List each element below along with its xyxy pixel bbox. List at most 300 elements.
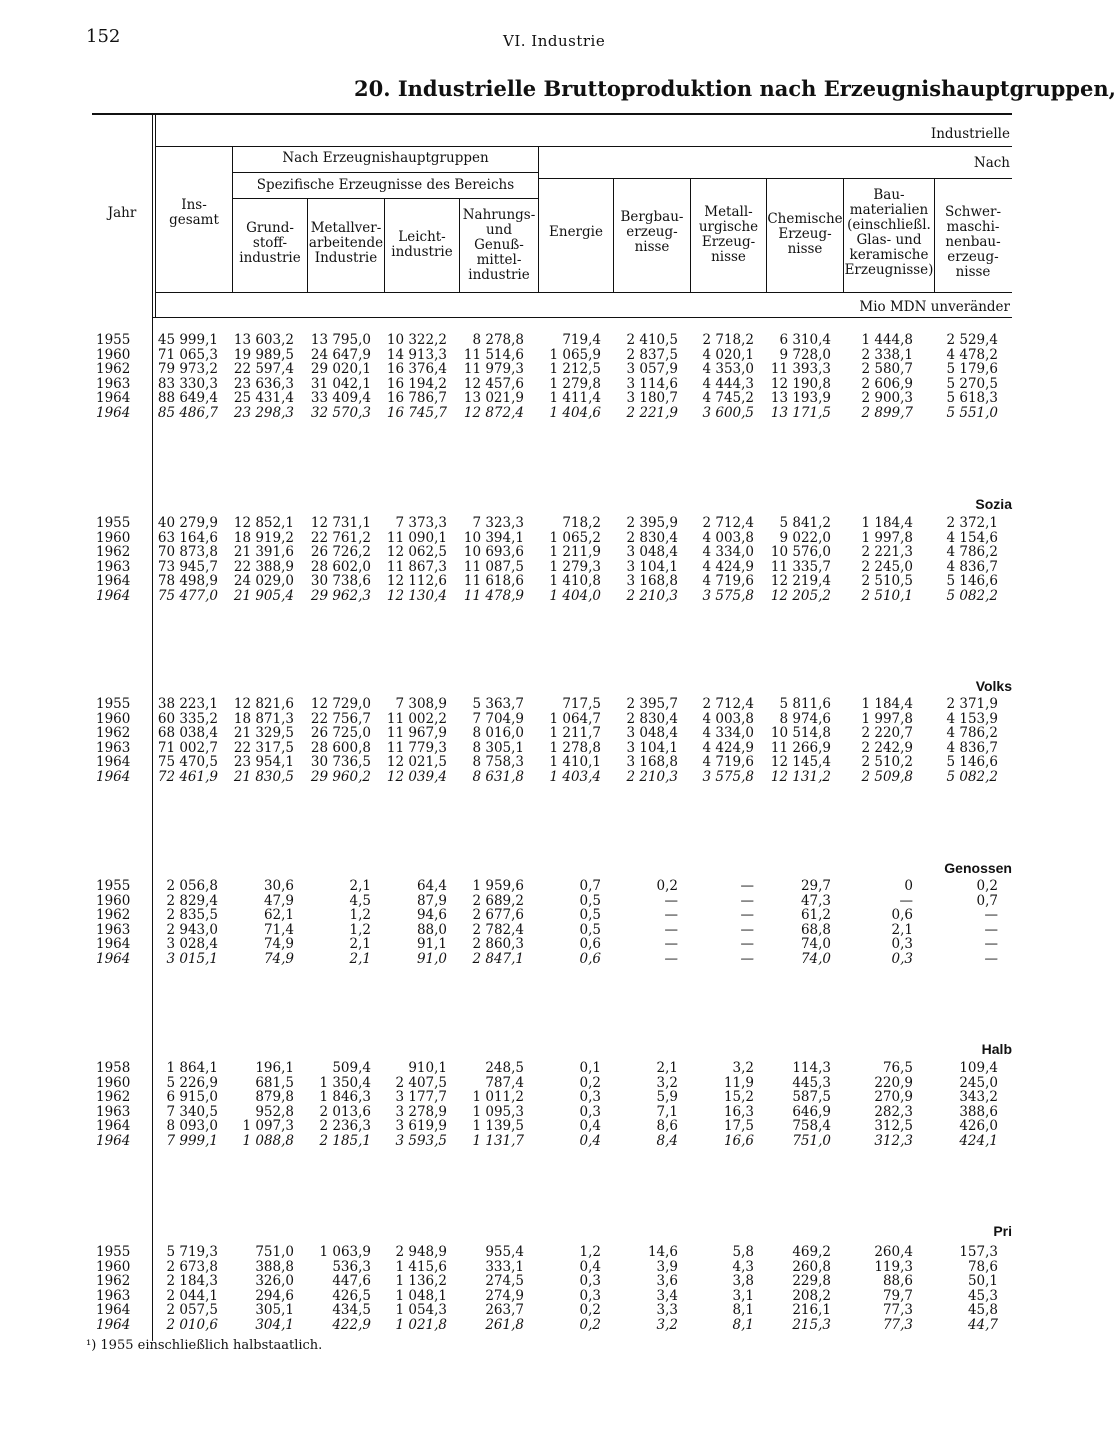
value-column: [922, 516, 998, 603]
value-cell: 4 836,7: [946, 739, 998, 756]
value-cell: 23 298,3: [233, 404, 294, 421]
value-cell: 4 353,0: [702, 361, 754, 377]
value-cell: 11 867,3: [386, 558, 447, 575]
year-cell: 1964: [96, 390, 131, 406]
year-cell: 1960: [96, 529, 131, 546]
value-cell: 2,1: [891, 921, 913, 938]
section-label: Volks: [975, 678, 1012, 694]
year-cell: 1960: [96, 1074, 131, 1091]
value-cell: 11 335,7: [770, 558, 831, 575]
value-cell: 47,9: [263, 892, 294, 909]
value-cell: 3 104,1: [626, 739, 678, 756]
value-cell: 4 786,2: [946, 544, 998, 560]
value-cell: 71,4: [263, 921, 294, 938]
value-cell: 12 131,2: [770, 768, 831, 785]
value-cell: 6 310,4: [779, 332, 831, 348]
value-cell: —: [899, 892, 913, 909]
value-cell: 955,4: [485, 1244, 524, 1260]
value-cell: 1 131,7: [472, 1132, 524, 1149]
value-cell: 0,5: [579, 892, 601, 909]
value-cell: 5,9: [656, 1089, 678, 1105]
spezifische-rule: [233, 198, 538, 199]
header-col-metallurgisch: Metall- urgische Erzeug- nisse: [698, 204, 759, 265]
value-cell: 1 279,3: [549, 558, 601, 575]
value-cell: —: [664, 921, 678, 938]
value-cell: 10 514,8: [770, 725, 831, 741]
value-cell: 0,6: [579, 936, 601, 952]
value-column: [531, 697, 601, 784]
value-cell: 21 830,5: [233, 768, 294, 785]
value-cell: 60 335,2: [157, 710, 218, 727]
value-cell: 73 945,7: [157, 558, 218, 575]
value-cell: 2 580,7: [861, 361, 913, 377]
value-cell: 7 999,1: [166, 1132, 218, 1149]
value-cell: 3,8: [732, 1273, 754, 1289]
value-cell: 719,4: [562, 332, 601, 348]
value-cell: 1 404,6: [549, 404, 601, 421]
value-cell: 74,9: [263, 950, 294, 967]
header-unit: Mio MDN unveränder: [859, 299, 1010, 315]
value-cell: 2 718,2: [702, 332, 754, 348]
value-cell: 29,7: [800, 878, 831, 894]
value-cell: 260,4: [874, 1244, 913, 1260]
value-cell: 94,6: [416, 907, 447, 923]
value-cell: 3 104,1: [626, 558, 678, 575]
value-cell: 0,2: [579, 1302, 601, 1318]
value-column: [759, 1245, 831, 1332]
value-cell: 13 171,5: [770, 404, 831, 421]
value-cell: 11 002,2: [386, 710, 447, 727]
value-cell: 5 811,6: [779, 696, 831, 712]
value-column: [224, 879, 294, 966]
value-cell: 13 603,2: [233, 332, 294, 348]
value-cell: 5,8: [732, 1244, 754, 1260]
value-cell: 1 184,4: [861, 696, 913, 712]
year-cell: 1963: [96, 921, 131, 938]
value-column: [684, 697, 754, 784]
value-cell: 0,3: [891, 950, 913, 967]
value-cell: 1 444,8: [861, 332, 913, 348]
value-column: [450, 697, 524, 784]
value-cell: 88 649,4: [157, 390, 218, 406]
value-cell: 77,3: [882, 1316, 913, 1333]
value-cell: 2 606,9: [861, 375, 913, 392]
value-cell: 2,1: [349, 950, 371, 967]
value-cell: 12 062,5: [386, 544, 447, 560]
value-cell: 2 510,1: [861, 587, 913, 604]
value-cell: 11 393,3: [770, 361, 831, 377]
header-col-chemisch: Chemische Erzeug- nisse: [767, 211, 843, 257]
value-cell: 16,6: [723, 1132, 754, 1149]
value-cell: 11 967,9: [386, 725, 447, 741]
value-cell: 208,2: [792, 1287, 831, 1304]
value-cell: 9 728,0: [779, 346, 831, 363]
value-cell: 31 042,1: [310, 375, 371, 392]
value-cell: 8 016,0: [472, 725, 524, 741]
value-column: [375, 1245, 447, 1332]
value-cell: 4 334,0: [702, 725, 754, 741]
value-cell: 12 205,2: [770, 587, 831, 604]
value-cell: 2 948,9: [395, 1244, 447, 1260]
value-column: [608, 697, 678, 784]
value-column: [759, 333, 831, 420]
value-cell: 8 305,1: [472, 739, 524, 756]
value-column: [684, 1061, 754, 1148]
value-cell: 952,8: [255, 1103, 294, 1120]
value-cell: 5 146,6: [946, 754, 998, 770]
value-cell: 3,1: [732, 1287, 754, 1304]
value-cell: 79 973,2: [157, 361, 218, 377]
table-title: 20. Industrielle Bruttoproduktion nach Erzeugnishauptgruppen,: [354, 76, 1116, 101]
year-cell: 1964: [96, 404, 131, 421]
value-cell: 12 457,6: [463, 375, 524, 392]
value-cell: 1 211,9: [549, 544, 601, 560]
value-cell: 9 022,0: [779, 529, 831, 546]
value-cell: 196,1: [255, 1060, 294, 1076]
value-cell: 8,1: [732, 1302, 754, 1318]
value-column: [608, 333, 678, 420]
header-col-bergbau: Bergbau- erzeug- nisse: [620, 209, 684, 255]
value-cell: 2 847,1: [472, 950, 524, 967]
value-cell: 2 371,9: [946, 696, 998, 712]
value-column: [154, 516, 218, 603]
value-cell: 2 510,2: [861, 754, 913, 770]
value-cell: 1,2: [349, 907, 371, 923]
value-cell: 447,6: [332, 1273, 371, 1289]
value-cell: 1 095,3: [472, 1103, 524, 1120]
value-cell: 216,1: [792, 1302, 831, 1318]
value-cell: 1 011,2: [472, 1089, 524, 1105]
value-cell: 1 278,8: [549, 739, 601, 756]
value-cell: 5 179,6: [946, 361, 998, 377]
value-cell: 2 943,0: [166, 921, 218, 938]
value-cell: 1 411,4: [549, 390, 601, 406]
value-cell: 2 010,6: [166, 1316, 218, 1333]
value-cell: 5 082,2: [946, 768, 998, 785]
value-cell: 2 221,3: [861, 544, 913, 560]
value-column: [375, 697, 447, 784]
value-cell: 3 028,4: [166, 936, 218, 952]
value-cell: 215,3: [792, 1316, 831, 1333]
value-cell: 0,4: [579, 1118, 601, 1134]
value-cell: 12 731,1: [310, 515, 371, 531]
value-column: [608, 1245, 678, 1332]
value-cell: 8 758,3: [472, 754, 524, 770]
value-cell: 6 915,0: [166, 1089, 218, 1105]
value-cell: 71 065,3: [157, 346, 218, 363]
value-column: [297, 879, 371, 966]
value-cell: 260,8: [792, 1258, 831, 1275]
value-cell: 4,5: [349, 892, 371, 909]
value-cell: 85 486,7: [157, 404, 218, 421]
value-cell: 10 322,2: [386, 332, 447, 348]
value-cell: 24 647,9: [310, 346, 371, 363]
value-cell: 1 415,6: [395, 1258, 447, 1275]
value-cell: 0,1: [579, 1060, 601, 1076]
value-cell: 248,5: [485, 1060, 524, 1076]
header-nach-gruppen: Nach Erzeugnishauptgruppen: [282, 150, 489, 166]
value-cell: —: [984, 936, 998, 952]
year-column: [96, 516, 146, 603]
value-cell: 7 340,5: [166, 1103, 218, 1120]
value-cell: 4 836,7: [946, 558, 998, 575]
value-column: [759, 879, 831, 966]
value-cell: 2 372,1: [946, 515, 998, 531]
value-cell: 8 974,6: [779, 710, 831, 727]
value-cell: 8,4: [656, 1132, 678, 1149]
value-cell: 304,1: [255, 1316, 294, 1333]
year-cell: 1964: [96, 1316, 131, 1333]
value-column: [833, 879, 913, 966]
value-cell: 5 363,7: [472, 696, 524, 712]
value-cell: 0,2: [656, 878, 678, 894]
value-cell: 11 266,9: [770, 739, 831, 756]
jahr-divider-2: [155, 113, 156, 318]
value-cell: 0,2: [579, 1074, 601, 1091]
value-column: [154, 333, 218, 420]
value-cell: 5 618,3: [946, 390, 998, 406]
value-cell: 910,1: [408, 1060, 447, 1076]
value-cell: 12 130,4: [386, 587, 447, 604]
value-cell: 2 830,4: [626, 710, 678, 727]
value-column: [922, 697, 998, 784]
value-cell: 16 376,4: [386, 361, 447, 377]
value-cell: 426,5: [332, 1287, 371, 1304]
value-cell: 23 636,3: [233, 375, 294, 392]
value-cell: 5 226,9: [166, 1074, 218, 1091]
value-cell: 91,1: [416, 936, 447, 952]
value-column: [154, 1245, 218, 1332]
value-cell: 7 308,9: [395, 696, 447, 712]
value-cell: 119,3: [874, 1258, 913, 1275]
value-cell: 12 039,4: [386, 768, 447, 785]
year-cell: 1960: [96, 1258, 131, 1275]
value-cell: 4,3: [732, 1258, 754, 1275]
value-cell: 1 063,9: [319, 1244, 371, 1260]
value-column: [531, 516, 601, 603]
value-cell: 0,5: [579, 907, 601, 923]
value-cell: 22 597,4: [233, 361, 294, 377]
value-cell: —: [664, 907, 678, 923]
value-cell: 74,0: [800, 936, 831, 952]
value-cell: 879,8: [255, 1089, 294, 1105]
value-cell: 261,8: [485, 1316, 524, 1333]
value-cell: 13 021,9: [463, 390, 524, 406]
value-cell: 2 835,5: [166, 907, 218, 923]
value-cell: 79,7: [882, 1287, 913, 1304]
value-cell: 229,8: [792, 1273, 831, 1289]
value-cell: 5 082,2: [946, 587, 998, 604]
nach-rule: [538, 178, 1012, 179]
value-column: [154, 879, 218, 966]
value-cell: 2 673,8: [166, 1258, 218, 1275]
section-label: Pri: [993, 1223, 1012, 1239]
value-cell: 3,2: [656, 1074, 678, 1091]
year-cell: 1964: [96, 1118, 131, 1134]
value-cell: 587,5: [792, 1089, 831, 1105]
value-cell: 45 999,1: [157, 332, 218, 348]
year-cell: 1958: [96, 1060, 131, 1076]
value-cell: 326,0: [255, 1273, 294, 1289]
value-cell: 2 829,4: [166, 892, 218, 909]
value-cell: 3 177,7: [395, 1089, 447, 1105]
value-cell: 23 954,1: [233, 754, 294, 770]
value-cell: 62,1: [263, 907, 294, 923]
value-cell: 11 618,6: [463, 573, 524, 589]
value-cell: 22 756,7: [310, 710, 371, 727]
value-cell: 3 048,4: [626, 725, 678, 741]
value-cell: 4 153,9: [946, 710, 998, 727]
jahr-divider: [152, 113, 153, 1341]
value-column: [450, 1245, 524, 1332]
value-cell: —: [984, 950, 998, 967]
value-column: [922, 879, 998, 966]
value-cell: 2 712,4: [702, 515, 754, 531]
value-cell: 74,0: [800, 950, 831, 967]
value-cell: 3 619,9: [395, 1118, 447, 1134]
header-col-leichtindustrie: Leicht- industrie: [391, 229, 453, 260]
chapter-title: VI. Industrie: [503, 32, 606, 50]
value-cell: 5 719,3: [166, 1244, 218, 1260]
value-cell: 1 404,0: [549, 587, 601, 604]
value-cell: 19 989,5: [233, 346, 294, 363]
value-cell: 21 905,4: [233, 587, 294, 604]
value-cell: 2 013,6: [319, 1103, 371, 1120]
value-cell: 5 270,5: [946, 375, 998, 392]
header-col-baumaterialien: Bau- materialien (einschließl. Glas- und keramische Erzeugnisse): [844, 187, 934, 278]
value-cell: 4 424,9: [702, 739, 754, 756]
value-cell: 13 193,9: [770, 390, 831, 406]
value-cell: 1 097,3: [242, 1118, 294, 1134]
section-label: Halb: [981, 1041, 1012, 1057]
value-cell: 3 048,4: [626, 544, 678, 560]
value-cell: 388,8: [255, 1258, 294, 1275]
value-cell: 2 395,9: [626, 515, 678, 531]
value-cell: 0,6: [891, 907, 913, 923]
value-cell: 7 323,3: [472, 515, 524, 531]
value-cell: 0,7: [579, 878, 601, 894]
value-cell: 25 431,4: [233, 390, 294, 406]
value-cell: 1 048,1: [395, 1287, 447, 1304]
value-cell: 3,3: [656, 1302, 678, 1318]
value-cell: 8,6: [656, 1118, 678, 1134]
value-cell: 718,2: [562, 515, 601, 531]
value-cell: —: [740, 892, 754, 909]
year-cell: 1962: [96, 725, 131, 741]
value-cell: 45,8: [967, 1302, 998, 1318]
value-column: [759, 516, 831, 603]
value-cell: 33 409,4: [310, 390, 371, 406]
value-cell: 26 726,2: [310, 544, 371, 560]
value-cell: 30 736,5: [310, 754, 371, 770]
value-cell: 14 913,3: [386, 346, 447, 363]
value-cell: 0,2: [976, 878, 998, 894]
value-cell: 16,3: [723, 1103, 754, 1120]
value-column: [154, 1061, 218, 1148]
value-column: [833, 516, 913, 603]
value-cell: 2 900,3: [861, 390, 913, 406]
value-cell: 16 745,7: [386, 404, 447, 421]
value-cell: 76,5: [882, 1060, 913, 1076]
header-col-energie: Energie: [549, 224, 603, 240]
value-cell: 4 444,3: [702, 375, 754, 392]
value-column: [297, 697, 371, 784]
value-cell: 2 242,9: [861, 739, 913, 756]
value-cell: 2 830,4: [626, 529, 678, 546]
header-jahr: Jahr: [107, 205, 137, 221]
value-cell: 40 279,9: [157, 515, 218, 531]
year-cell: 1963: [96, 1287, 131, 1304]
value-column: [375, 333, 447, 420]
value-cell: 75 470,5: [157, 754, 218, 770]
value-cell: 0,4: [579, 1132, 601, 1149]
value-cell: 1 212,5: [549, 361, 601, 377]
value-column: [531, 1245, 601, 1332]
value-cell: 536,3: [332, 1258, 371, 1275]
header-spezifische: Spezifische Erzeugnisse des Bereichs: [256, 177, 515, 193]
value-cell: 5 841,2: [779, 515, 831, 531]
value-cell: —: [740, 907, 754, 923]
value-cell: —: [740, 950, 754, 967]
value-cell: 28 602,0: [310, 558, 371, 575]
value-cell: 24 029,0: [233, 573, 294, 589]
value-cell: 78,6: [967, 1258, 998, 1275]
year-cell: 1960: [96, 710, 131, 727]
value-cell: 4 334,0: [702, 544, 754, 560]
value-cell: 3 114,6: [626, 375, 678, 392]
value-cell: 1 997,8: [861, 529, 913, 546]
value-cell: 5 551,0: [946, 404, 998, 421]
value-cell: 2 185,1: [319, 1132, 371, 1149]
value-cell: 78 498,9: [157, 573, 218, 589]
year-cell: 1962: [96, 544, 131, 560]
value-cell: 29 960,2: [310, 768, 371, 785]
value-cell: 11 979,3: [463, 361, 524, 377]
value-cell: 1,2: [579, 1244, 601, 1260]
header-col-schwermaschinenbau: Schwer- maschi- nenbau- erzeug- nisse: [944, 204, 1002, 280]
value-cell: 15,2: [723, 1089, 754, 1105]
value-cell: 2 221,9: [626, 404, 678, 421]
value-cell: 10 576,0: [770, 544, 831, 560]
value-cell: 114,3: [792, 1060, 831, 1076]
top-rule: [92, 113, 1012, 115]
value-cell: 282,3: [874, 1103, 913, 1120]
value-cell: —: [984, 921, 998, 938]
value-column: [833, 333, 913, 420]
value-cell: 646,9: [792, 1103, 831, 1120]
value-cell: 0,4: [579, 1258, 601, 1275]
value-cell: 3 600,5: [702, 404, 754, 421]
value-cell: —: [740, 878, 754, 894]
year-cell: 1964: [96, 768, 131, 785]
header-col-grundstoff: Grund- stoff- industrie: [239, 220, 301, 266]
value-cell: 12 145,4: [770, 754, 831, 770]
value-column: [759, 1061, 831, 1148]
year-cell: 1963: [96, 375, 131, 392]
value-cell: 64,4: [416, 878, 447, 894]
value-column: [450, 1061, 524, 1148]
value-cell: 38 223,1: [157, 696, 218, 712]
value-cell: 16 194,2: [386, 375, 447, 392]
value-cell: 11 514,6: [463, 346, 524, 363]
value-column: [154, 697, 218, 784]
value-cell: 2 860,3: [472, 936, 524, 952]
value-cell: 0,3: [579, 1103, 601, 1120]
value-cell: 2 782,4: [472, 921, 524, 938]
header-industrielle: Industrielle: [930, 126, 1010, 142]
value-cell: 220,9: [874, 1074, 913, 1091]
value-column: [375, 879, 447, 966]
